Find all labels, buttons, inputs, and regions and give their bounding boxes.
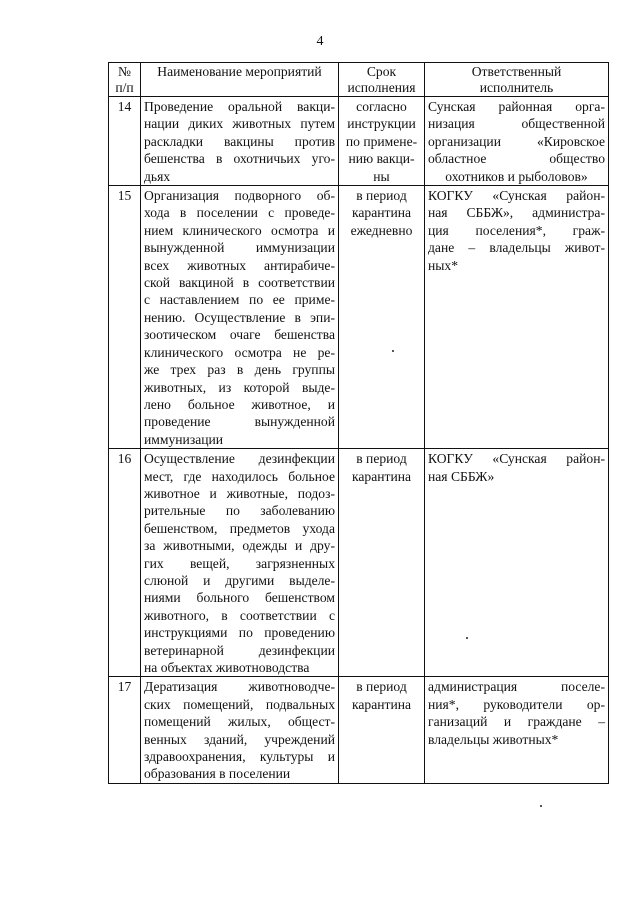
measure-description-line: инструкциями по проведению <box>144 625 335 641</box>
header-resp-line: исполнитель <box>479 80 554 95</box>
execution-term-line: карантина <box>351 696 412 712</box>
responsible-executor-line: ная СББЖ», администра- <box>428 205 605 221</box>
measure-description-line: ветеринарной дезинфекции <box>144 642 335 658</box>
measure-description-line: Организация подворного об- <box>144 188 335 204</box>
responsible-executor-line: ция поселения*, граж- <box>428 222 605 238</box>
measure-description-line: зоотическом очаге бешенства <box>144 327 335 343</box>
measure-description-line: клинического осмотра не ре- <box>144 344 335 360</box>
header-term-line: Срок <box>366 64 397 79</box>
measure-description-line: лено больное животное, и <box>144 396 335 412</box>
measure-description-line: проведение вынужденной <box>144 414 335 430</box>
table-row <box>109 97 609 186</box>
execution-term-line: карантина <box>351 205 412 221</box>
responsible-executor <box>425 186 609 449</box>
measure-description-line: мест, где находилось больное <box>144 468 335 484</box>
execution-term <box>339 677 425 783</box>
responsible-executor-line: дане – владельцы живот- <box>428 240 605 256</box>
measure-description-line: на объектах животноводства <box>144 660 310 675</box>
row-number: 15 <box>109 186 141 449</box>
responsible-executor-line: КОГКУ «Сунская район- <box>428 451 605 467</box>
measure-description-line: ниями больного бешенством <box>144 590 335 606</box>
measure-description-line: гих вещей, загрязненных <box>144 555 335 571</box>
execution-term-line: ны <box>373 168 390 184</box>
responsible-executor <box>425 97 609 186</box>
table-row <box>109 677 609 783</box>
measure-description-line: животного, в соответствии с <box>144 607 335 623</box>
measure-description-line: нению. Осуществление в эпи- <box>144 309 335 325</box>
measure-description <box>141 97 339 186</box>
measure-description-line: животных, из которой выде- <box>144 379 335 395</box>
execution-term-line: в период <box>356 451 407 467</box>
execution-term <box>339 97 425 186</box>
row-number: 14 <box>109 97 141 186</box>
measures-table <box>108 62 609 784</box>
measure-description-line: слюной и другими выделе- <box>144 572 335 588</box>
execution-term-line: инструкции <box>347 116 416 132</box>
responsible-executor-line: областное общество <box>428 151 605 167</box>
execution-term-line: по примене- <box>345 133 418 149</box>
header-term-line: исполнения <box>347 80 416 95</box>
measure-description-line: ских помещений, подвальных <box>144 696 335 712</box>
measure-description-line: нации диких животных путем <box>144 116 335 132</box>
execution-term-line: карантина <box>351 468 412 484</box>
measure-description-line: бешенства в охотничьих уго- <box>144 151 335 167</box>
scan-speck <box>466 637 468 639</box>
measure-description-line: Осуществление дезинфекции <box>144 451 335 467</box>
execution-term-line: в период <box>356 679 407 695</box>
execution-term-line: нию вакци- <box>348 151 415 167</box>
responsible-executor-line: охотников и рыболовов» <box>445 168 588 184</box>
measure-description-line: ской вакциной в соответствии <box>144 275 335 291</box>
measure-description-line: за животными, одежды и дру- <box>144 538 335 554</box>
measure-description <box>141 677 339 783</box>
measure-description-line: Дератизация животноводче- <box>144 679 335 695</box>
table-header-row <box>109 63 609 97</box>
responsible-executor <box>425 449 609 677</box>
responsible-executor-line: КОГКУ «Сунская район- <box>428 188 605 204</box>
header-num-line: п/п <box>115 80 134 95</box>
responsible-executor-line: владельцы животных* <box>428 731 559 747</box>
measure-description <box>141 449 339 677</box>
measure-description-line: бешенством, предметов ухода <box>144 520 335 536</box>
execution-term <box>339 186 425 449</box>
measure-description-line: дьях <box>144 168 171 184</box>
measure-description-line: раскладки вакцины против <box>144 133 335 149</box>
row-number: 17 <box>109 677 141 783</box>
row-number: 16 <box>109 449 141 677</box>
responsible-executor-line: Сунская районная орга- <box>428 99 605 114</box>
responsible-executor-line: ния*, руководители ор- <box>428 696 605 712</box>
header-responsible <box>425 63 609 97</box>
measure-description-line: венных зданий, учреждений <box>144 731 335 747</box>
measure-description-line: образования в поселении <box>144 766 291 782</box>
measure-description-line: вынужденной иммунизации <box>144 240 335 256</box>
responsible-executor-line: низация общественной <box>428 116 605 132</box>
responsible-executor <box>425 677 609 783</box>
table-row <box>109 449 609 677</box>
measure-description-line: здравоохранения, культуры и <box>144 749 335 765</box>
execution-term-line: в период <box>356 188 407 204</box>
scan-speck <box>540 805 542 807</box>
measure-description-line: нием клинического осмотра и <box>144 222 335 238</box>
measure-description-line: Проведение оральной вакци- <box>144 99 335 114</box>
header-name: Наименование мероприятий <box>141 63 339 97</box>
execution-term <box>339 449 425 677</box>
measure-description-line: с наставлением по ее приме- <box>144 292 335 308</box>
header-num <box>109 63 141 97</box>
execution-term-line: согласно <box>356 99 407 114</box>
header-num-line: № <box>118 64 131 79</box>
header-term <box>339 63 425 97</box>
table-row <box>109 186 609 449</box>
measure-description-line: иммунизации <box>144 431 224 447</box>
responsible-executor-line: организации «Кировское <box>428 133 605 149</box>
scan-speck <box>392 350 394 352</box>
header-resp-line: Ответственный <box>471 64 562 79</box>
execution-term-line: ежедневно <box>350 222 413 238</box>
measure-description-line: помещений жилых, общест- <box>144 714 335 730</box>
measure-description-line: рительные по заболеванию <box>144 503 335 519</box>
measure-description-line: же трех раз в день группы <box>144 362 335 378</box>
page-number: 4 <box>316 34 324 49</box>
responsible-executor-line: ных* <box>428 257 459 273</box>
measure-description-line: всех животных антирабиче- <box>144 257 335 273</box>
responsible-executor-line: ганизаций и граждане – <box>428 714 605 730</box>
measure-description <box>141 186 339 449</box>
measure-description-line: хода в поселении с проведе- <box>144 205 335 221</box>
measure-description-line: животное и животные, подоз- <box>144 485 335 501</box>
responsible-executor-line: администрация поселе- <box>428 679 605 695</box>
responsible-executor-line: ная СББЖ» <box>428 468 495 484</box>
